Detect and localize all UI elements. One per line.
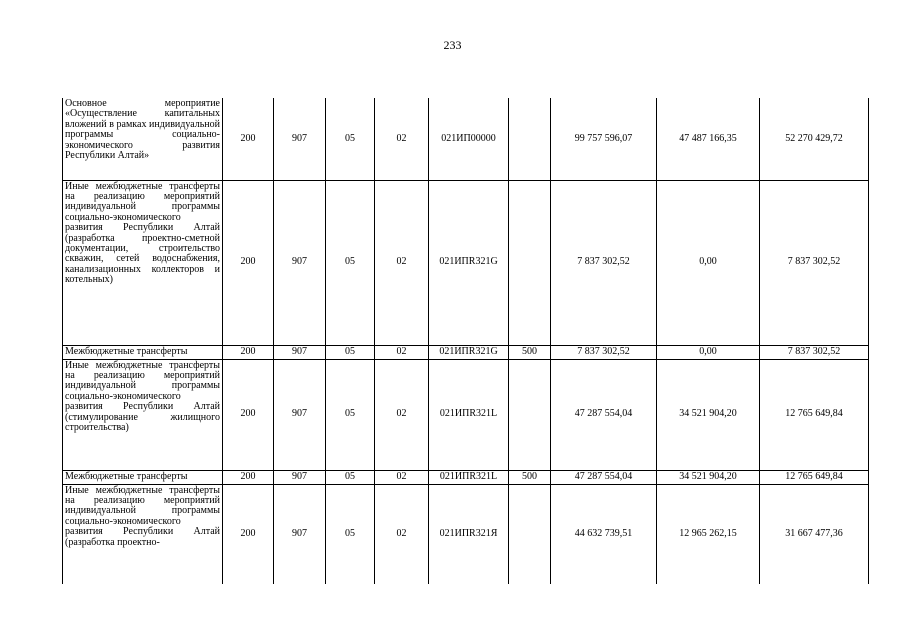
sum-3: 52 270 429,72 <box>760 98 869 180</box>
subsection-code: 02 <box>375 98 429 180</box>
sum-1: 7 837 302,52 <box>551 180 657 345</box>
section-code: 05 <box>326 345 375 359</box>
sum-2: 34 521 904,20 <box>657 359 760 470</box>
target-article: 021ИПR321L <box>429 359 509 470</box>
section-code: 05 <box>326 359 375 470</box>
sum-2: 34 521 904,20 <box>657 470 760 484</box>
row-name: Межбюджетные трансферты <box>63 345 223 359</box>
sum-3: 12 765 649,84 <box>760 359 869 470</box>
expense-kind <box>509 180 551 345</box>
sum-2: 0,00 <box>657 345 760 359</box>
expense-kind: 500 <box>509 345 551 359</box>
ministry-code: 200 <box>223 470 274 484</box>
target-article: 021ИП00000 <box>429 98 509 180</box>
target-article: 021ИПR321L <box>429 470 509 484</box>
table-row <box>63 470 869 484</box>
subsection-code: 02 <box>375 484 429 584</box>
budget-table <box>62 98 869 584</box>
sum-3: 7 837 302,52 <box>760 345 869 359</box>
row-name: Иные межбюджетные трансферты на реализацию мероприятий индивидуальной программы социально-экономического развития Республики Алтай (стимулирование жилищного строительства) <box>63 359 223 470</box>
row-name: Межбюджетные трансферты <box>63 470 223 484</box>
sum-1: 7 837 302,52 <box>551 345 657 359</box>
table-row <box>63 180 869 345</box>
ministry-code: 200 <box>223 180 274 345</box>
sum-2: 12 965 262,15 <box>657 484 760 584</box>
department-code: 907 <box>274 359 326 470</box>
page-number: 233 <box>443 38 462 52</box>
section-code: 05 <box>326 98 375 180</box>
department-code: 907 <box>274 484 326 584</box>
expense-kind: 500 <box>509 470 551 484</box>
department-code: 907 <box>274 180 326 345</box>
target-article: 021ИПR321Я <box>429 484 509 584</box>
section-code: 05 <box>326 180 375 345</box>
target-article: 021ИПR321G <box>429 180 509 345</box>
section-code: 05 <box>326 484 375 584</box>
table-row <box>63 345 869 359</box>
section-code: 05 <box>326 470 375 484</box>
expense-kind <box>509 359 551 470</box>
ministry-code: 200 <box>223 484 274 584</box>
sum-3: 12 765 649,84 <box>760 470 869 484</box>
sum-3: 31 667 477,36 <box>760 484 869 584</box>
row-name: Основное мероприятие «Осуществление капитальных вложений в рамках индивидуальной программы социально-экономического развития Республики Алтай» <box>63 98 223 180</box>
sum-1: 47 287 554,04 <box>551 359 657 470</box>
sum-2: 47 487 166,35 <box>657 98 760 180</box>
expense-kind <box>509 484 551 584</box>
sum-3: 7 837 302,52 <box>760 180 869 345</box>
department-code: 907 <box>274 470 326 484</box>
subsection-code: 02 <box>375 180 429 345</box>
subsection-code: 02 <box>375 470 429 484</box>
ministry-code: 200 <box>223 98 274 180</box>
table-row <box>63 359 869 470</box>
expense-kind <box>509 98 551 180</box>
department-code: 907 <box>274 98 326 180</box>
table-row <box>63 484 869 584</box>
ministry-code: 200 <box>223 359 274 470</box>
sum-1: 99 757 596,07 <box>551 98 657 180</box>
target-article: 021ИПR321G <box>429 345 509 359</box>
row-name: Иные межбюджетные трансферты на реализацию мероприятий индивидуальной программы социально-экономического развития Республики Алтай (разработка проектно-сметной документации, строительство скважин, сетей водоснабжения, канализационных коллекторов и котельных) <box>63 180 223 345</box>
department-code: 907 <box>274 345 326 359</box>
ministry-code: 200 <box>223 345 274 359</box>
sum-1: 47 287 554,04 <box>551 470 657 484</box>
subsection-code: 02 <box>375 359 429 470</box>
row-name: Иные межбюджетные трансферты на реализацию мероприятий индивидуальной программы социально-экономического развития Республики Алтай (разработка проектно- <box>63 484 223 584</box>
sum-1: 44 632 739,51 <box>551 484 657 584</box>
sum-2: 0,00 <box>657 180 760 345</box>
table-row <box>63 98 869 180</box>
subsection-code: 02 <box>375 345 429 359</box>
